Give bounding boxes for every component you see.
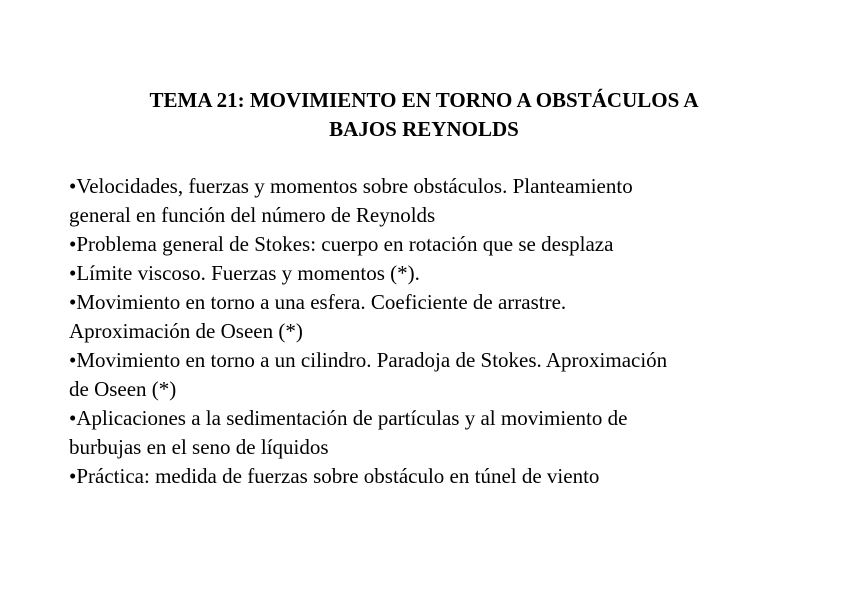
bullet-marker: • [69, 464, 77, 488]
list-item [69, 259, 789, 288]
list-item [69, 172, 789, 230]
list-item-text-line-1: Velocidades, fuerzas y momentos sobre obstáculos. Planteamiento [76, 174, 633, 198]
list-item-text-line-1: Límite viscoso. Fuerzas y momentos (*). [76, 261, 420, 285]
page-title [90, 86, 758, 144]
bullet-marker: • [69, 348, 77, 372]
list-item-text-line-1: Movimiento en torno a un cilindro. Paradoja de Stokes. Aproximación [76, 348, 668, 372]
list-item-text-line-2: Aproximación de Oseen (*) [69, 319, 303, 343]
list-item [69, 230, 789, 259]
bullet-marker: • [69, 261, 77, 285]
title-line-1: TEMA 21: MOVIMIENTO EN TORNO A OBSTÁCULOS A [149, 88, 699, 112]
list-item [69, 462, 789, 491]
list-item-text-line-2: general en función del número de Reynolds [69, 203, 436, 227]
list-item-text-line-1: Movimiento en torno a una esfera. Coeficiente de arrastre. [76, 290, 567, 314]
title-line-2: BAJOS REYNOLDS [329, 117, 519, 141]
bullet-marker: • [69, 290, 77, 314]
bullet-marker: • [69, 174, 77, 198]
list-item-text-line-2: de Oseen (*) [69, 377, 177, 401]
topic-list [69, 172, 789, 491]
bullet-marker: • [69, 232, 77, 256]
list-item-text-line-1: Problema general de Stokes: cuerpo en rotación que se desplaza [76, 232, 614, 256]
bullet-marker: • [69, 406, 77, 430]
list-item-text-line-2: burbujas en el seno de líquidos [69, 435, 329, 459]
list-item [69, 288, 789, 346]
list-item-text-line-1: Práctica: medida de fuerzas sobre obstáculo en túnel de viento [76, 464, 600, 488]
list-item [69, 346, 789, 404]
list-item [69, 404, 789, 462]
list-item-text-line-1: Aplicaciones a la sedimentación de partículas y al movimiento de [76, 406, 628, 430]
